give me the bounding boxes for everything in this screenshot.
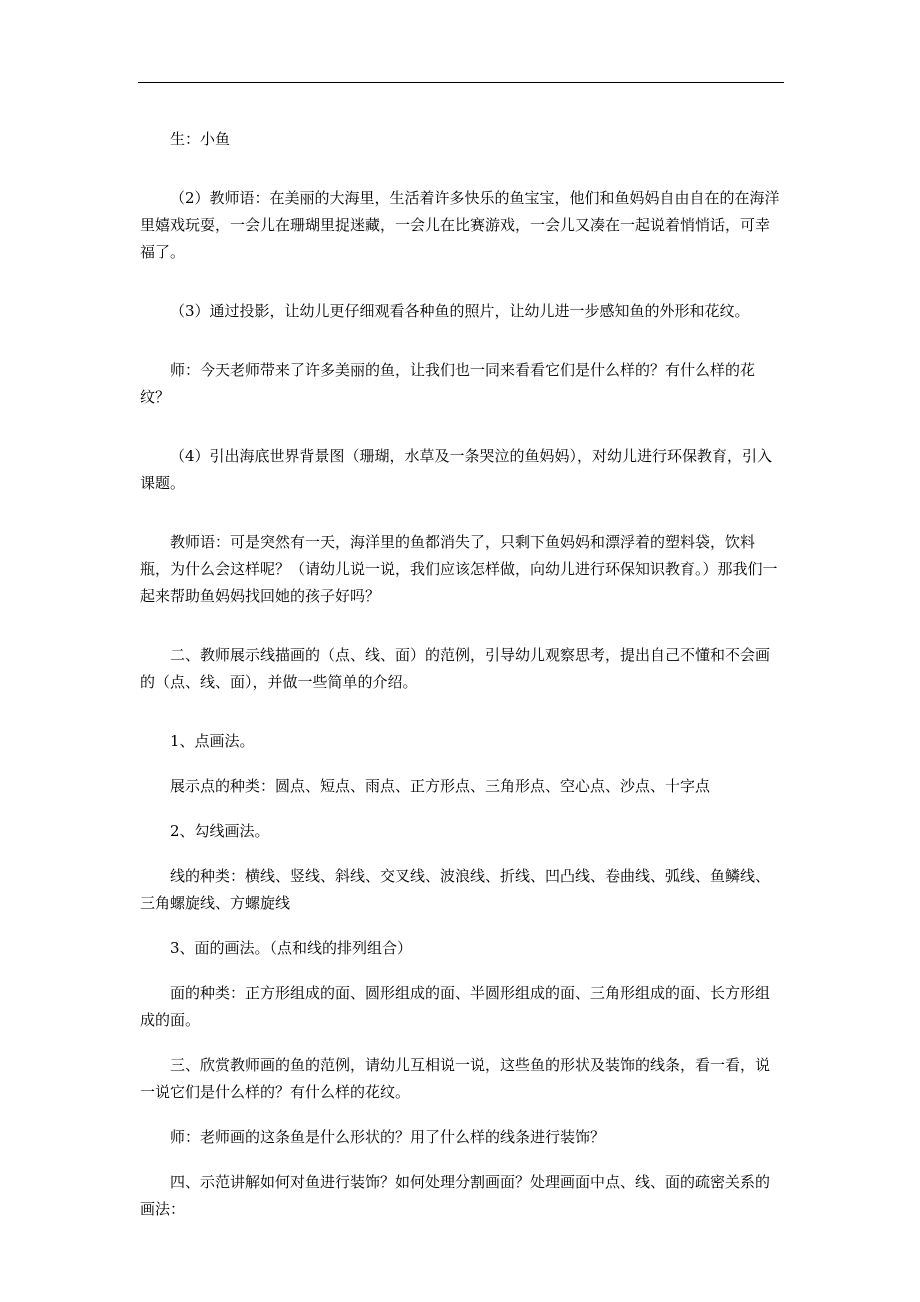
- paragraph: 二、教师展示线描画的（点、线、面）的范例，引导幼儿观察思考，提出自己不懂和不会画的（点、线、面），并做一些简单的介绍。: [140, 646, 771, 691]
- paragraph: 2、勾线画法。: [170, 822, 270, 840]
- paragraph: 1、点画法。: [170, 732, 255, 750]
- paragraph: 3、面的画法。（点和线的排列组合）: [170, 939, 413, 957]
- paragraph: 线的种类：横线、竖线、斜线、交叉线、波浪线、折线、凹凸线、卷曲线、弧线、鱼鳞线、三角螺旋线、方螺旋线: [140, 867, 771, 912]
- paragraph: 展示点的种类：圆点、短点、雨点、正方形点、三角形点、空心点、沙点、十字点: [170, 777, 711, 795]
- paragraph: 师：老师画的这条鱼是什么形状的？用了什么样的线条进行装饰？: [170, 1128, 606, 1146]
- paragraph: （2）教师语：在美丽的大海里，生活着许多快乐的鱼宝宝，他们和鱼妈妈自由自在的在海洋里嬉戏玩耍，一会儿在珊瑚里捉迷藏，一会儿在比赛游戏，一会儿又凑在一起说着悄悄话，可幸福了。: [140, 189, 780, 261]
- paragraph: 三、欣赏教师画的鱼的范例，请幼儿互相说一说，这些鱼的形状及装饰的线条，看一看，说一说它们是什么样的？有什么样的花纹。: [140, 1056, 771, 1101]
- document-body: [140, 126, 783, 1223]
- paragraph: （4）引出海底世界背景图（珊瑚，水草及一条哭泣的鱼妈妈），对幼儿进行环保教育，引入课题。: [140, 447, 773, 492]
- header-rule: [138, 82, 784, 83]
- paragraph: 面的种类：正方形组成的面、圆形组成的面、半圆形组成的面、三角形组成的面、长方形组成的面。: [140, 984, 771, 1029]
- paragraph: 生：小鱼: [170, 130, 231, 148]
- paragraph: 教师语：可是突然有一天，海洋里的鱼都消失了，只剩下鱼妈妈和漂浮着的塑料袋，饮料瓶，为什么会这样呢？（请幼儿说一说，我们应该怎样做，向幼儿进行环保知识教育。）那我们一起来帮助鱼妈妈找回她的孩子好吗？: [140, 533, 778, 605]
- paragraph: 师：今天老师带来了许多美丽的鱼，让我们也一同来看看它们是什么样的？有什么样的花纹？: [140, 361, 756, 406]
- paragraph: （3）通过投影，让幼儿更仔细观看各种鱼的照片，让幼儿进一步感知鱼的外形和花纹。: [170, 302, 750, 320]
- paragraph: 四、示范讲解如何对鱼进行装饰？如何处理分割画面？处理画面中点、线、面的疏密关系的画法：: [140, 1173, 771, 1218]
